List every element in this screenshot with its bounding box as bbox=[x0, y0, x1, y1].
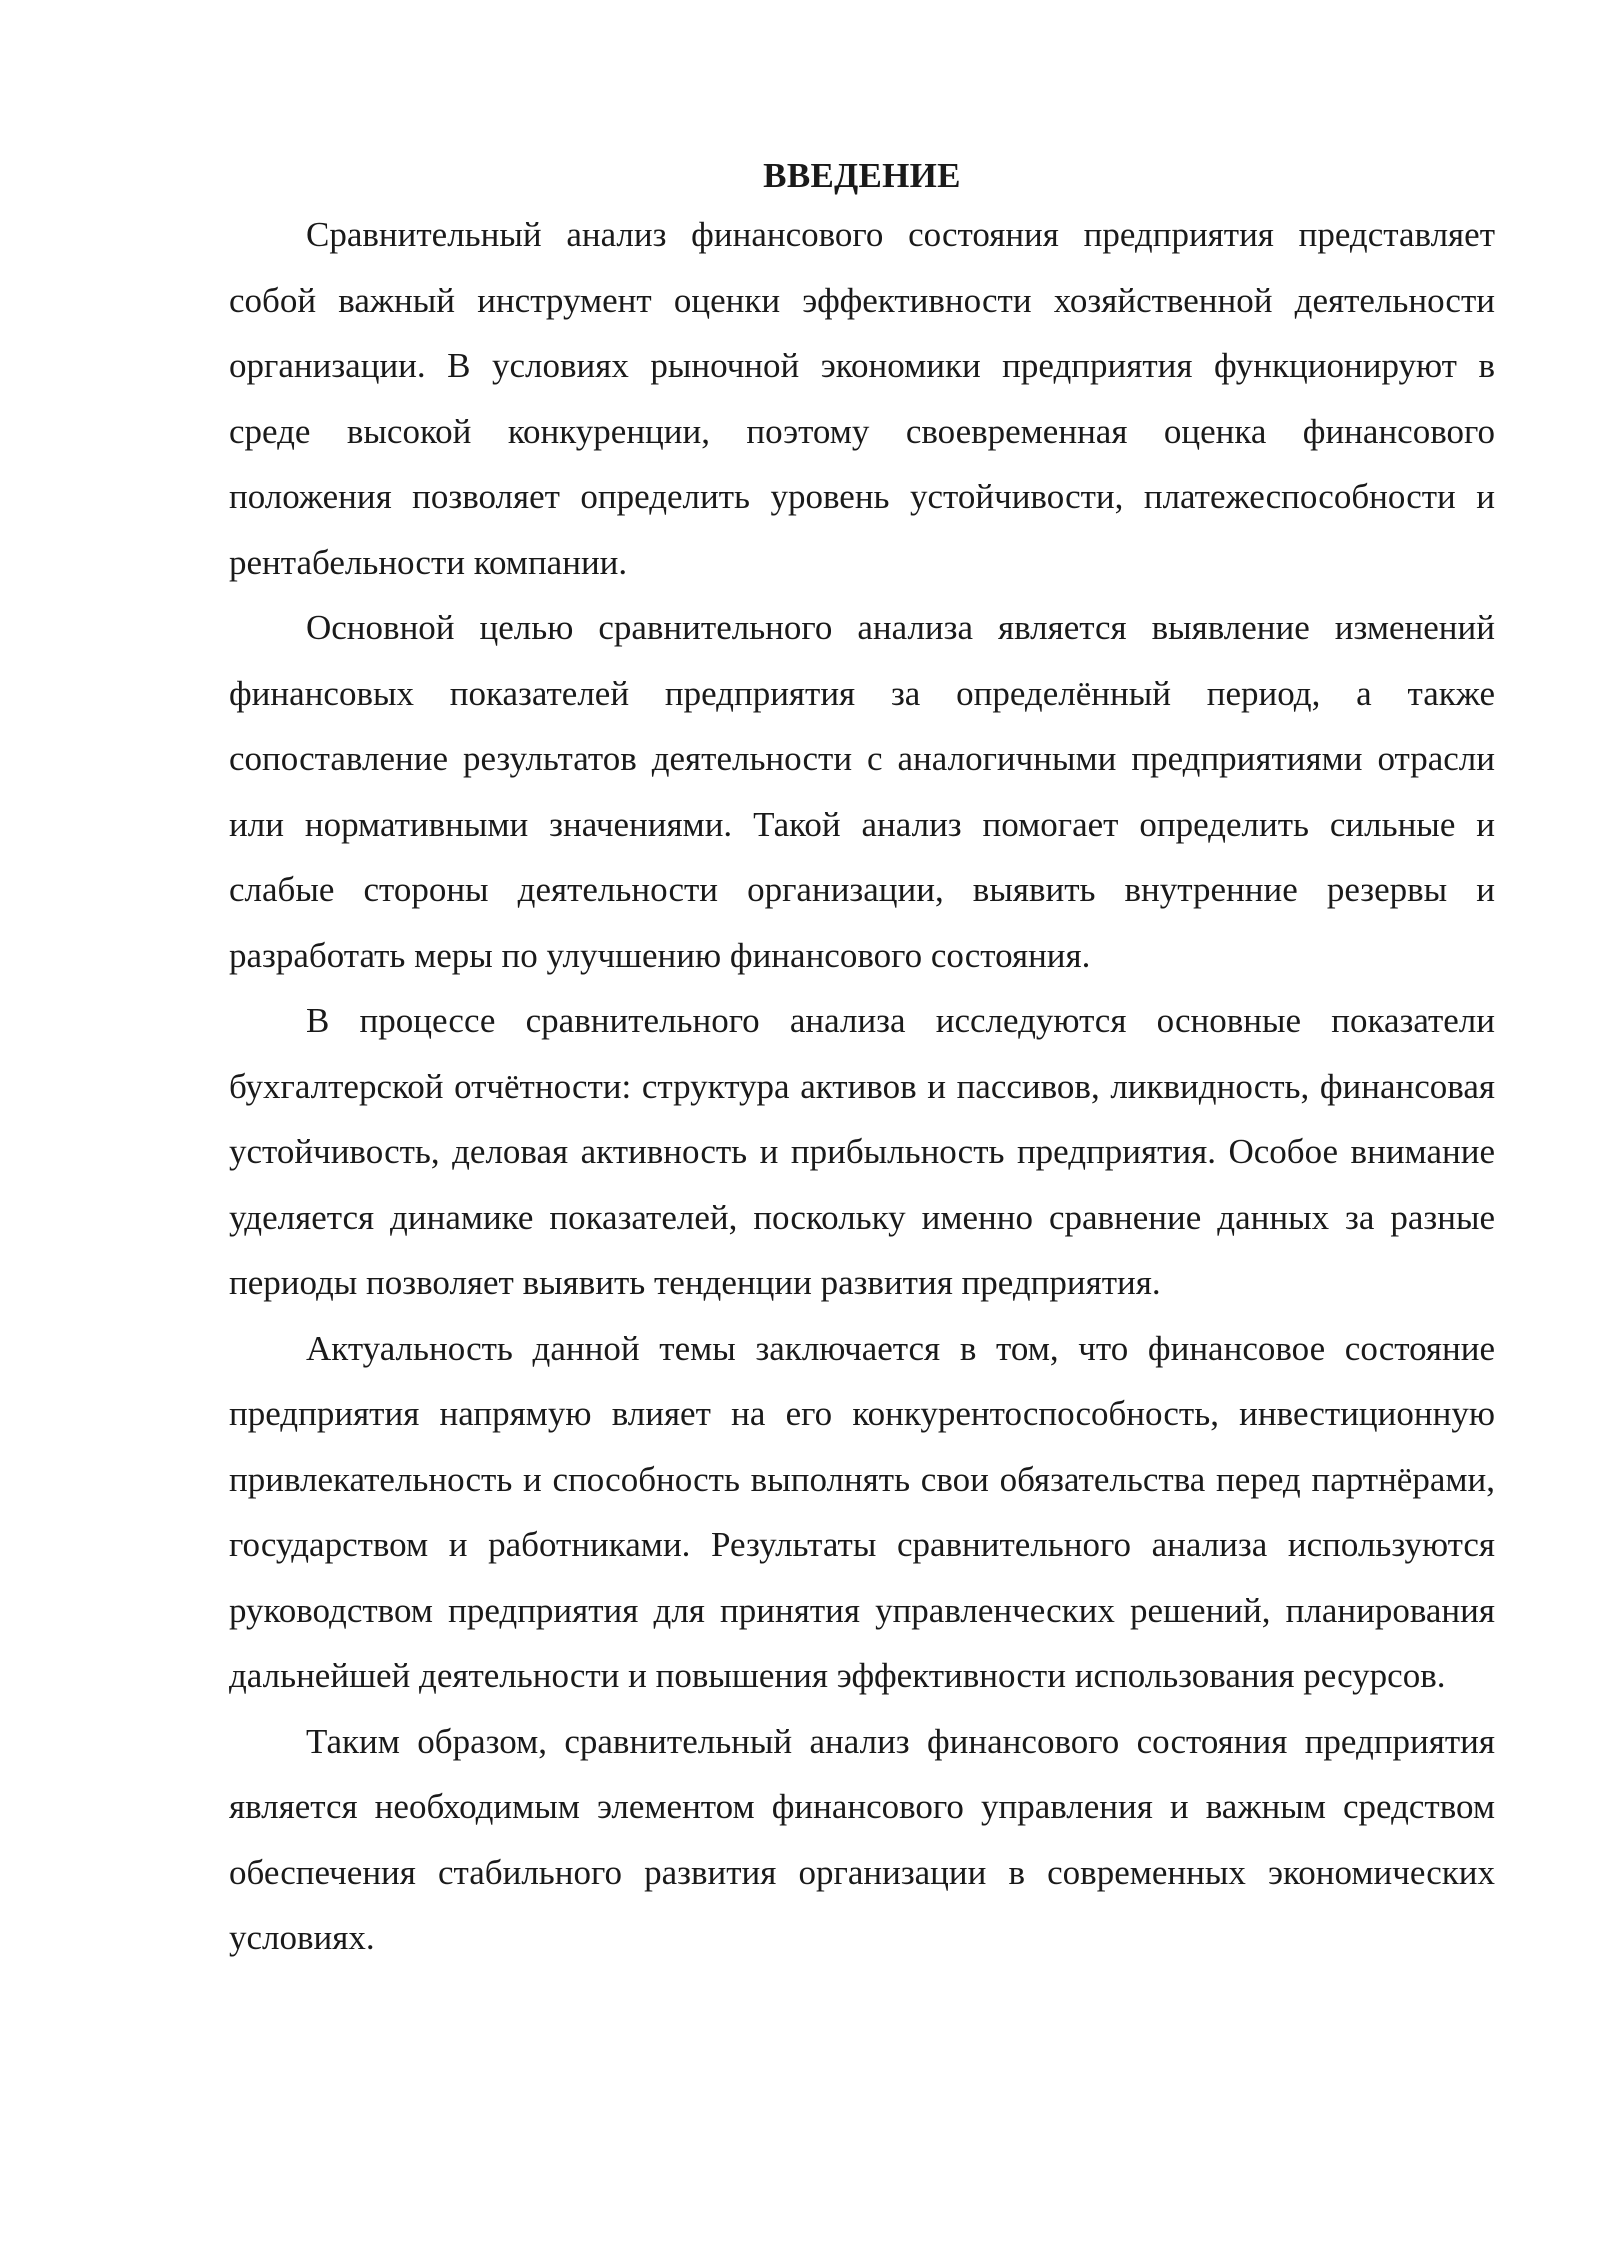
section-heading: ВВЕДЕНИЕ bbox=[763, 156, 961, 195]
paragraph-process: В процессе сравнительного анализа исследуются основные показатели бухгалтерской отчётности: структура активов и пассивов, ликвидность, финансовая устойчивость, деловая активность и прибыльность предприятия. Особое внимание уделяется динамике показателей, поскольку именно сравнение данных за разные периоды позволяет выявить тенденции развития предприятия. bbox=[229, 1001, 1495, 1302]
paragraph-goal: Основной целью сравнительного анализа является выявление изменений финансовых показателей предприятия за определённый период, а также сопоставление результатов деятельности с аналогичными предприятиями отрасли или нормативными значениями. Такой анализ помогает определить сильные и слабые стороны деятельности организации, выявить внутренние резервы и разработать меры по улучшению финансового состояния. bbox=[229, 608, 1495, 975]
paragraph-conclusion: Таким образом, сравнительный анализ финансового состояния предприятия является необходимым элементом финансового управления и важным средством обеспечения стабильного развития организации в современных экономических условиях. bbox=[229, 1721, 1495, 1957]
paragraph-relevance: Актуальность данной темы заключается в том, что финансовое состояние предприятия напрямую влияет на его конкурентоспособность, инвестиционную привлекательность и способность выполнять свои обязательства перед партнёрами, государством и работниками. Результаты сравнительного анализа используются руководством предприятия для принятия управленческих решений, планирования дальнейшей деятельности и повышения эффективности использования ресурсов. bbox=[229, 1328, 1495, 1695]
paragraph-intro: Сравнительный анализ финансового состояния предприятия представляет собой важный инструмент оценки эффективности хозяйственной деятельности организации. В условиях рыночной экономики предприятия функционируют в среде высокой конкуренции, поэтому своевременная оценка финансового положения позволяет определить уровень устойчивости, платежеспособности и рентабельности компании. bbox=[229, 215, 1495, 582]
document-body bbox=[229, 150, 1495, 1971]
